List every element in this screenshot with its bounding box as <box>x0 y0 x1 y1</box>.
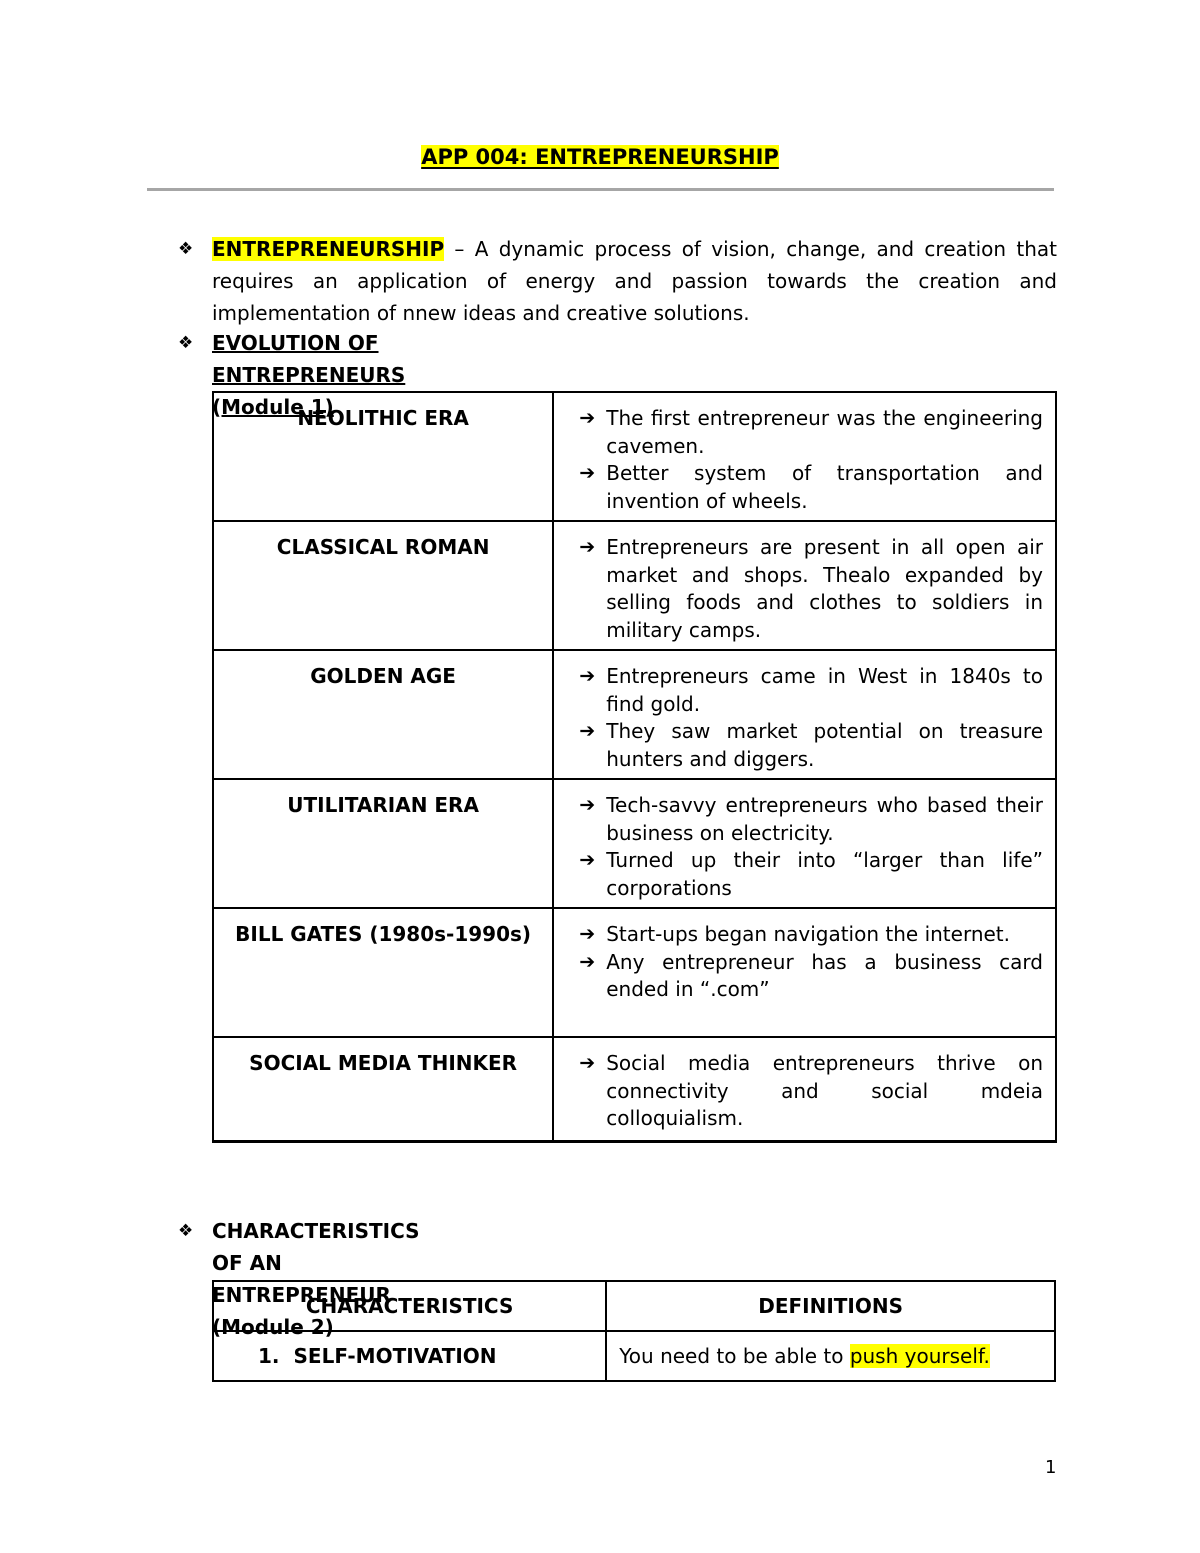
point-text: Entrepreneurs are present in all open air market and shops. Thealo expanded by selling foods and clothes to soldiers in military camps. <box>606 535 1043 642</box>
list-item <box>579 718 1043 773</box>
point-text: The first entrepreneur was the engineering cavemen. <box>606 406 1043 458</box>
list-item <box>579 792 1043 847</box>
list-item <box>579 847 1043 902</box>
point-text: They saw market potential on treasure hunters and diggers. <box>606 719 1043 771</box>
term-entrepreneurship: ENTREPRENEURSHIP <box>212 237 445 261</box>
list-item <box>579 949 1043 1004</box>
diamond-bullet-icon: ❖ <box>178 239 194 259</box>
table-row <box>213 1037 1056 1141</box>
list-item <box>579 1050 1043 1133</box>
list-item <box>579 460 1043 515</box>
era-description <box>553 650 1056 779</box>
list-item <box>579 921 1043 949</box>
characteristic-definition <box>606 1331 1055 1381</box>
era-description <box>553 908 1056 1037</box>
arrow-right-icon: ➔ <box>579 923 596 945</box>
item-number: 1. <box>258 1344 280 1368</box>
page-number: 1 <box>1045 1457 1057 1478</box>
arrow-right-icon: ➔ <box>579 849 596 871</box>
table-row <box>213 1331 1055 1381</box>
era-name: CLASSICAL ROMAN <box>213 521 553 650</box>
point-text: Any entrepreneur has a business card ended in “.com” <box>606 949 1043 1001</box>
arrow-right-icon: ➔ <box>579 794 596 816</box>
title-divider <box>147 188 1054 191</box>
era-name: BILL GATES (1980s-1990s) <box>213 908 553 1037</box>
era-name: GOLDEN AGE <box>213 650 553 779</box>
arrow-right-icon: ➔ <box>579 950 596 973</box>
arrow-right-icon: ➔ <box>579 407 596 429</box>
definition-text: You need to be able to <box>619 1344 850 1368</box>
document-title: APP 004: ENTREPRENEURSHIP <box>421 145 779 169</box>
era-name: SOCIAL MEDIA THINKER <box>213 1037 553 1141</box>
point-text: Social media entrepreneurs thrive on connectivity and social mdeia colloquialism. <box>606 1051 1043 1130</box>
diamond-bullet-icon: ❖ <box>178 1221 194 1241</box>
definition-highlight: push yourself. <box>849 1344 990 1368</box>
arrow-right-icon: ➔ <box>579 720 596 742</box>
point-text: Start-ups began navigation the internet. <box>606 922 1010 946</box>
point-text: Better system of transportation and invention of wheels. <box>606 461 1043 513</box>
arrow-right-icon: ➔ <box>579 536 596 558</box>
table-row <box>213 779 1056 908</box>
arrow-right-icon: ➔ <box>579 1052 596 1074</box>
era-description <box>553 779 1056 908</box>
item-name: SELF-MOTIVATION <box>293 1344 497 1368</box>
era-name: NEOLITHIC ERA <box>213 392 553 521</box>
table-row <box>213 908 1056 1037</box>
era-description <box>553 1037 1056 1141</box>
list-item <box>579 663 1043 718</box>
list-item <box>579 405 1043 460</box>
diamond-bullet-icon: ❖ <box>178 333 194 353</box>
characteristic-name <box>213 1331 606 1381</box>
definition-text: A dynamic process of vision, change, and creation that requires an application of energy and passion towards the creation and implementation of nnew ideas and creative solutions. <box>212 237 1057 325</box>
table-row <box>213 650 1056 779</box>
point-text: Turned up their into “larger than life” corporations <box>606 848 1043 900</box>
table-row <box>213 521 1056 650</box>
era-description <box>553 521 1056 650</box>
entrepreneurship-definition: ❖ ENTREPRENEURSHIP – A dynamic process of vision, change, and creation that requires an application of energy and passion towards the creation and implementation of nnew ideas and creative solutions. <box>178 233 1058 333</box>
column-header-definitions: DEFINITIONS <box>606 1281 1055 1331</box>
arrow-right-icon: ➔ <box>579 462 596 484</box>
characteristics-table <box>212 1280 1056 1382</box>
point-text: Tech-savvy entrepreneurs who based their business on electricity. <box>606 793 1043 845</box>
era-description <box>553 392 1056 521</box>
era-name: UTILITARIAN ERA <box>213 779 553 908</box>
table-header-row <box>213 1281 1055 1331</box>
list-item <box>579 534 1043 644</box>
arrow-right-icon: ➔ <box>579 665 596 687</box>
table-row <box>213 392 1056 521</box>
column-header-characteristics: CHARACTERISTICS <box>213 1281 606 1331</box>
point-text: Entrepreneurs came in West in 1840s to find gold. <box>606 664 1043 716</box>
evolution-table <box>212 391 1057 1143</box>
